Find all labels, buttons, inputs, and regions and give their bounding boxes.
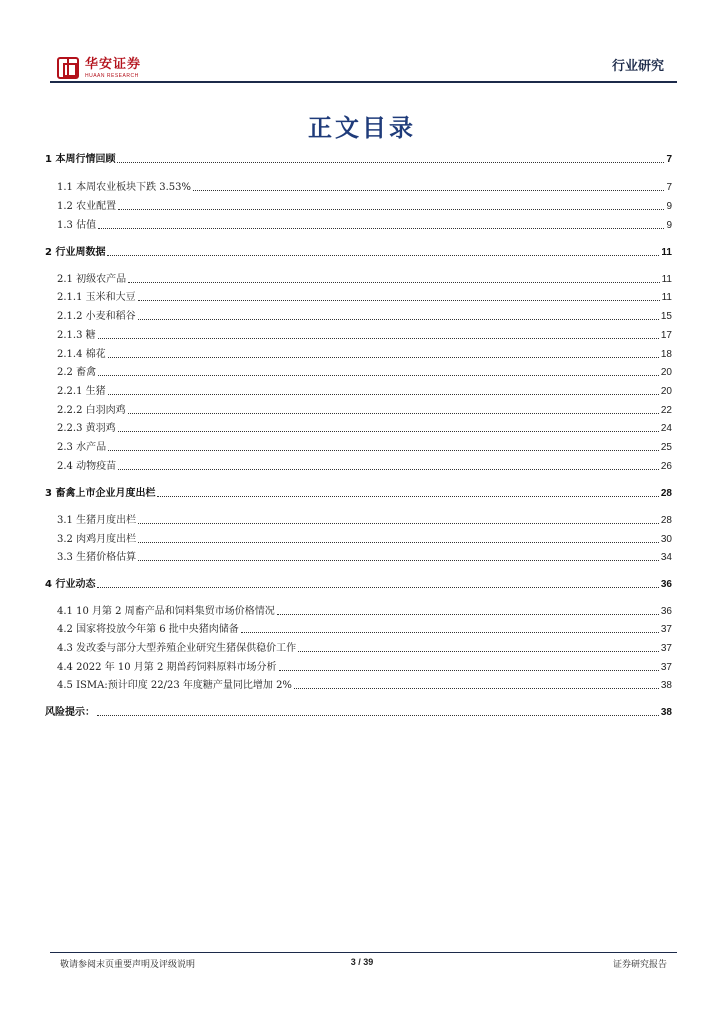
toc-entry-page: 7 xyxy=(666,154,672,165)
toc-leader xyxy=(193,190,664,191)
toc-leader xyxy=(97,715,659,716)
toc-entry-title: 4.1 10 月第 2 周畜产品和饲料集贸市场价格情况 xyxy=(57,606,275,617)
toc-entry-page: 36 xyxy=(660,606,672,617)
toc-entry-title: 2.1 初级农产品 xyxy=(57,274,127,285)
toc-entry-title: 2.1.2 小麦和稻谷 xyxy=(57,311,136,322)
toc-entry[interactable] xyxy=(45,457,672,473)
toc-entry-page: 11 xyxy=(661,292,672,303)
toc-entry[interactable] xyxy=(45,676,672,692)
toc-entry-title: 2.1.3 糖 xyxy=(57,330,96,341)
toc-entry[interactable] xyxy=(45,401,672,417)
toc-leader xyxy=(97,587,658,588)
toc-entry-page: 28 xyxy=(660,488,672,499)
toc-entry[interactable] xyxy=(45,363,672,379)
toc-entry[interactable] xyxy=(45,243,672,259)
footer-divider xyxy=(50,952,677,953)
toc-entry-title: 4.4 2022 年 10 月第 2 期兽药饲料原料市场分析 xyxy=(57,662,277,673)
toc-entry-page: 37 xyxy=(660,643,672,654)
toc-leader xyxy=(138,560,659,561)
toc-entry-page: 30 xyxy=(660,534,672,545)
toc-entry-page: 28 xyxy=(660,515,672,526)
logo-name-en: HUAAN RESEARCH xyxy=(85,73,139,79)
toc-leader xyxy=(108,450,659,451)
toc-leader xyxy=(277,614,659,615)
logo-name-cn: 华安证券 xyxy=(85,57,142,72)
toc-entry-page: 9 xyxy=(666,201,672,212)
toc-entry-page: 34 xyxy=(660,552,672,563)
toc-entry-title: 4.5 ISMA:预计印度 22/23 年度糖产量同比增加 2% xyxy=(57,680,292,691)
toc-entry-title: 2.2.3 黄羽鸡 xyxy=(57,423,116,434)
toc-entry-title: 3.2 肉鸡月度出栏 xyxy=(57,534,137,545)
toc-leader xyxy=(138,542,659,543)
toc-leader xyxy=(138,319,659,320)
toc-leader xyxy=(138,523,659,524)
toc-entry-title: 1.1 本周农业板块下跌 3.53% xyxy=(57,182,192,193)
toc-entry-page: 20 xyxy=(660,386,672,397)
toc-entry[interactable] xyxy=(45,382,672,398)
toc-entry-title: 4.2 国家将投放今年第 6 批中央猪肉储备 xyxy=(57,624,239,635)
toc-entry-page: 22 xyxy=(660,405,672,416)
toc-leader xyxy=(118,431,659,432)
toc-leader xyxy=(98,338,659,339)
toc-entry-page: 9 xyxy=(666,220,672,231)
toc-entry[interactable] xyxy=(45,216,672,232)
toc-entry-page: 25 xyxy=(660,442,672,453)
toc-leader xyxy=(279,670,659,671)
toc-entry-page: 17 xyxy=(660,330,672,341)
toc-leader xyxy=(98,375,659,376)
toc-entry[interactable] xyxy=(45,270,672,286)
toc-entry[interactable] xyxy=(45,530,672,546)
toc-leader xyxy=(118,469,659,470)
toc-entry-page: 7 xyxy=(666,182,672,193)
toc-entry-title: 2 行业周数据 xyxy=(45,247,106,258)
toc-entry[interactable] xyxy=(45,511,672,527)
toc-entry-page: 24 xyxy=(660,423,672,434)
toc-entry-title: 1.2 农业配置 xyxy=(57,201,117,212)
toc-entry[interactable] xyxy=(45,484,672,500)
footer-doc-type: 证券研究报告 xyxy=(612,960,667,970)
toc-leader xyxy=(108,357,659,358)
toc-leader xyxy=(128,413,659,414)
report-type-label: 行业研究 xyxy=(611,59,664,74)
toc-entry-page: 11 xyxy=(661,274,672,285)
toc-entry-page: 18 xyxy=(660,349,672,360)
page-number: 3 / 39 xyxy=(350,957,374,967)
toc-entry-page: 20 xyxy=(660,367,672,378)
toc-entry[interactable] xyxy=(45,438,672,454)
toc-entry[interactable] xyxy=(45,703,672,719)
toc-entry[interactable] xyxy=(45,620,672,636)
toc-entry-title: 2.2.2 白羽肉鸡 xyxy=(57,405,126,416)
toc-entry[interactable] xyxy=(45,307,672,323)
toc-leader xyxy=(108,394,659,395)
toc-leader xyxy=(118,209,664,210)
company-logo xyxy=(57,57,141,80)
toc-entry-title: 2.1.1 玉米和大豆 xyxy=(57,292,136,303)
toc-entry-title: 3.3 生猪价格估算 xyxy=(57,552,137,563)
logo-text xyxy=(85,57,141,80)
page-title: 正文目录 xyxy=(308,114,416,142)
toc-entry-title: 2.3 水产品 xyxy=(57,442,107,453)
toc-entry[interactable] xyxy=(45,575,672,591)
toc-leader xyxy=(107,255,659,256)
toc-entry[interactable] xyxy=(45,150,672,166)
toc-leader xyxy=(128,282,660,283)
toc-entry[interactable] xyxy=(45,639,672,655)
toc-leader xyxy=(138,300,660,301)
toc-entry-page: 38 xyxy=(660,707,672,718)
toc-entry-title: 2.1.4 棉花 xyxy=(57,349,106,360)
toc-entry-page: 15 xyxy=(660,311,672,322)
page-header xyxy=(0,0,724,100)
toc-entry-page: 37 xyxy=(660,624,672,635)
toc-leader xyxy=(117,162,664,163)
toc-entry[interactable] xyxy=(45,345,672,361)
toc-entry-title: 3 畜禽上市企业月度出栏 xyxy=(45,488,156,499)
toc-entry-title: 4.3 发改委与部分大型养殖企业研究生猪保供稳价工作 xyxy=(57,643,297,654)
toc-entry[interactable] xyxy=(45,548,672,564)
footer-disclaimer: 敬请参阅末页重要声明及评级说明 xyxy=(60,960,196,970)
toc-leader xyxy=(241,632,659,633)
toc-entry-title: 3.1 生猪月度出栏 xyxy=(57,515,137,526)
toc-entry[interactable] xyxy=(45,288,672,304)
toc-leader xyxy=(157,496,658,497)
toc-entry-page: 37 xyxy=(660,662,672,673)
toc-leader xyxy=(294,688,659,689)
toc-entry-page: 26 xyxy=(660,461,672,472)
toc-entry-title: 1.3 估值 xyxy=(57,220,97,231)
toc-entry-title: 4 行业动态 xyxy=(45,579,96,590)
toc-entry[interactable] xyxy=(45,326,672,342)
header-divider xyxy=(50,81,677,83)
toc-entry[interactable] xyxy=(45,178,672,194)
toc-entry-page: 11 xyxy=(661,247,672,258)
toc-entry-title: 2.2 畜禽 xyxy=(57,367,97,378)
toc-entry-title: 2.2.1 生猪 xyxy=(57,386,106,397)
toc-entry[interactable] xyxy=(45,197,672,213)
toc-entry-title: 1 本周行情回顾 xyxy=(45,154,116,165)
toc-entry[interactable] xyxy=(45,419,672,435)
toc-entry[interactable] xyxy=(45,602,672,618)
toc-leader xyxy=(298,651,659,652)
toc-entry-page: 38 xyxy=(660,680,672,691)
toc-entry-title: 风险提示： xyxy=(45,707,95,718)
toc-entry-page: 36 xyxy=(660,579,672,590)
toc-entry-title: 2.4 动物疫苗 xyxy=(57,461,117,472)
toc-leader xyxy=(98,228,664,229)
toc-entry[interactable] xyxy=(45,658,672,674)
logo-seal-icon xyxy=(57,57,79,79)
